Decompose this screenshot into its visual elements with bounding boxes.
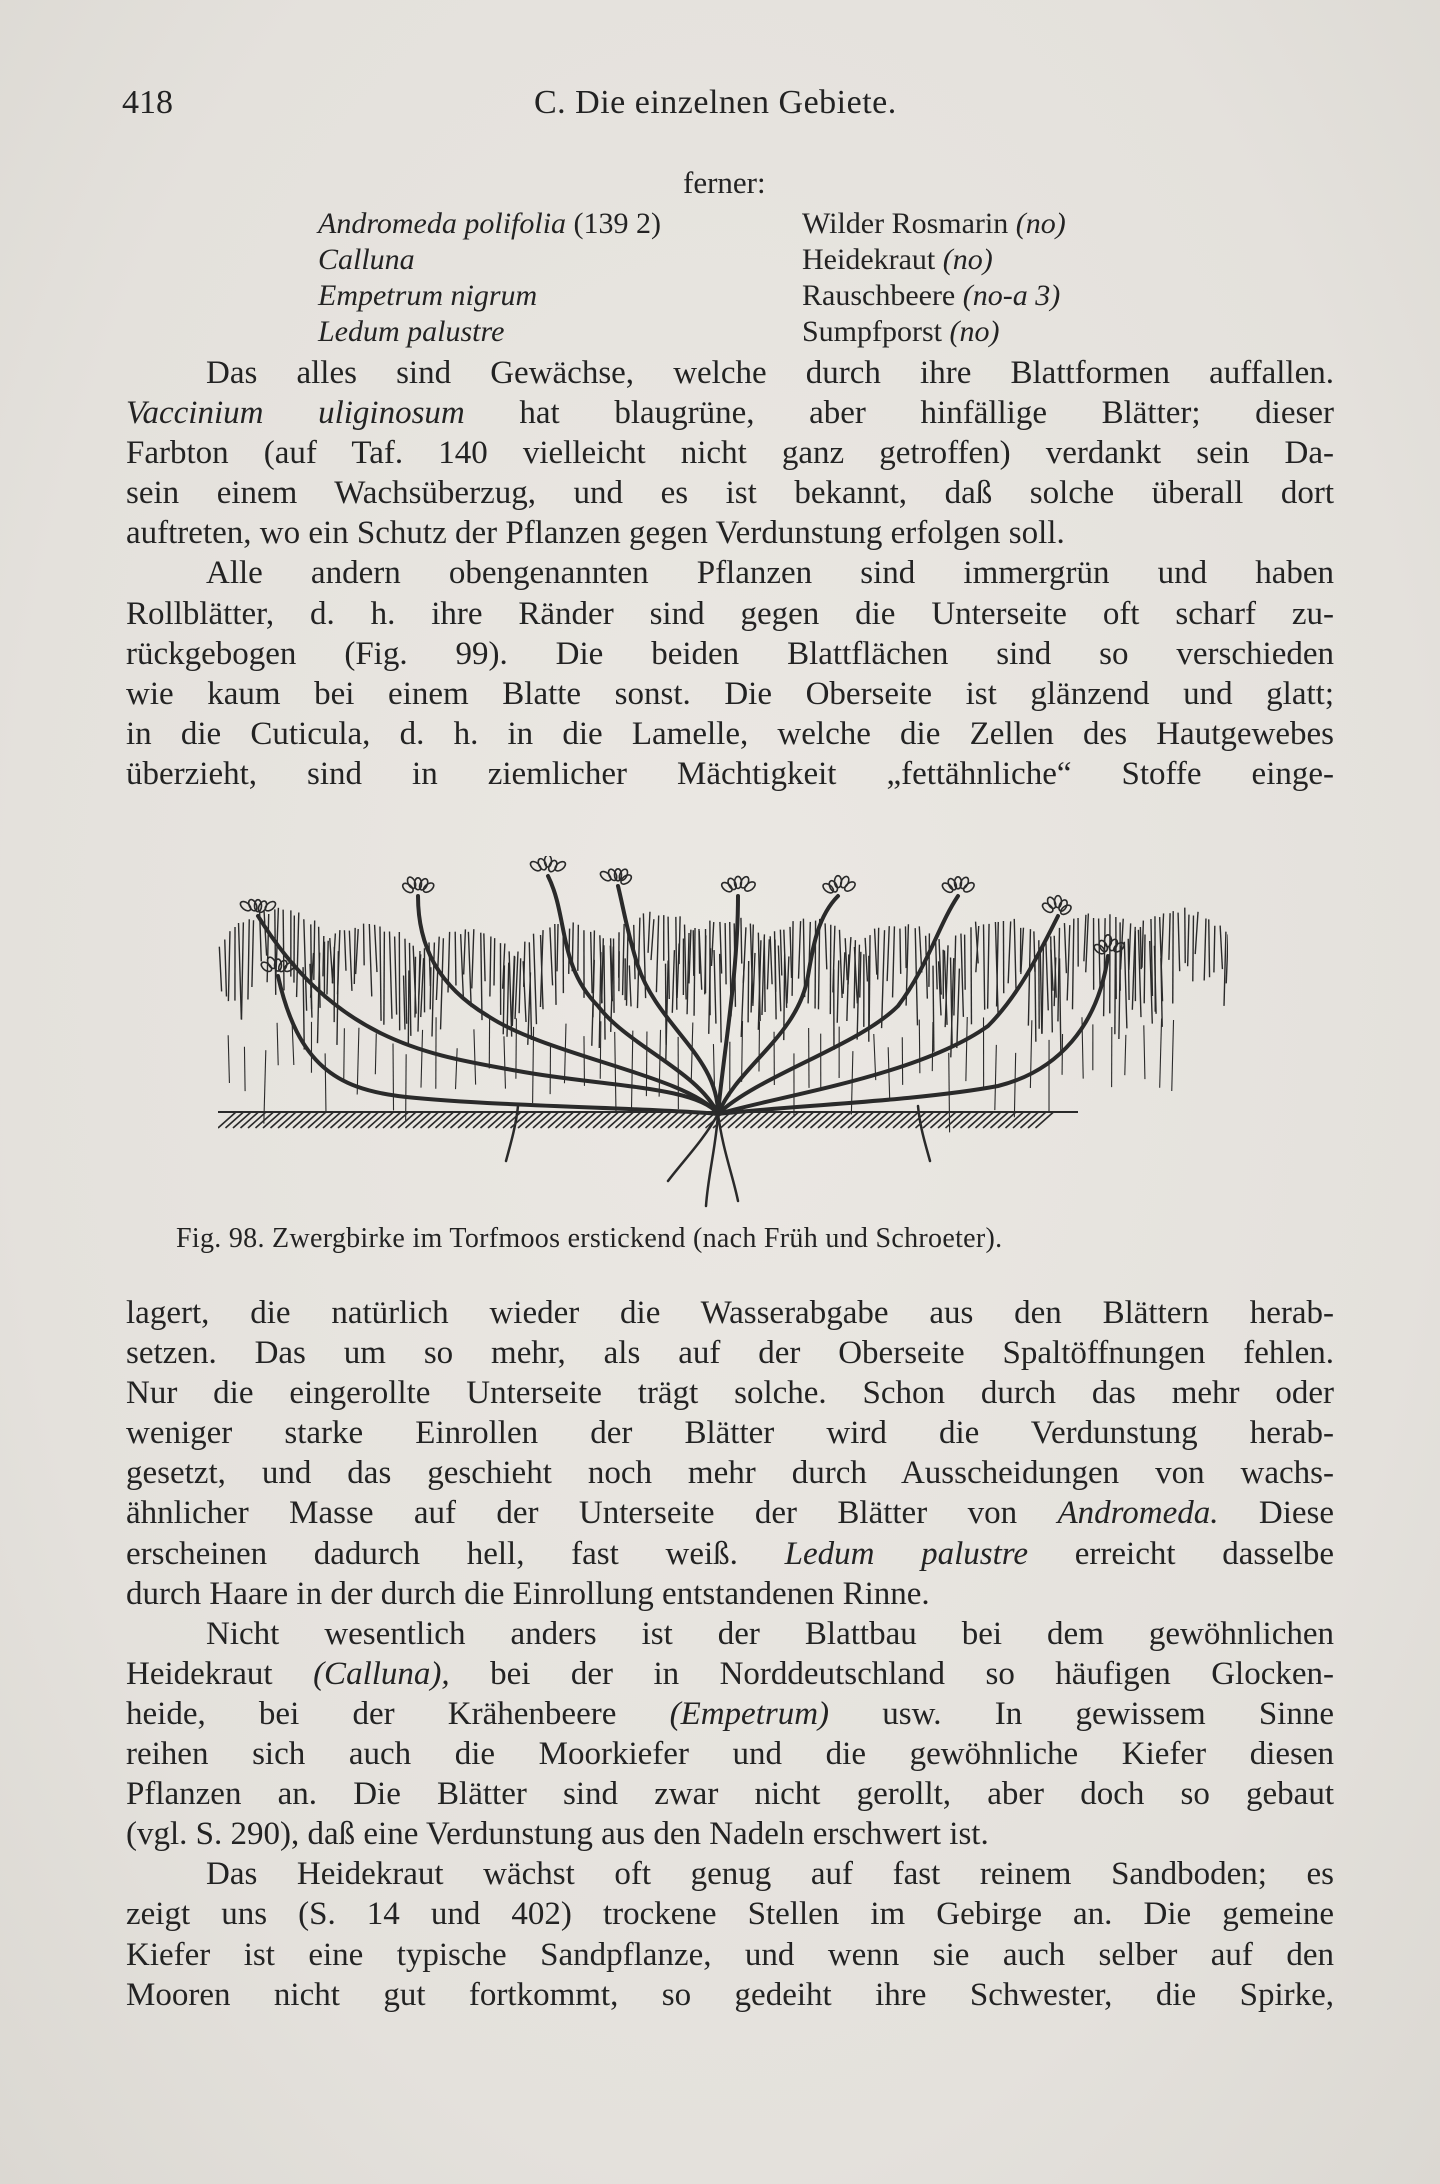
moss-strand [687, 933, 689, 1014]
moss-strand [1084, 915, 1086, 961]
text-line: gesetzt, und das geschieht noch mehr durch Ausscheidungen von wachs- [126, 1455, 1334, 1492]
plant-latin-name: Andromeda polifolia [318, 207, 567, 240]
dwarf-birch-illustration [218, 856, 1228, 1216]
moss-strand [1169, 913, 1170, 960]
moss-strand [845, 938, 847, 980]
moss-strand [494, 938, 495, 985]
moss-strand [1144, 935, 1145, 1004]
moss-strand [965, 935, 966, 990]
plant-reference: (139 2) [573, 207, 662, 240]
birch-leaf [1112, 941, 1126, 954]
moss-strand [509, 951, 512, 1036]
plant-row [318, 314, 1178, 350]
moss-strand [602, 938, 604, 1003]
figure-dwarf-birch [218, 856, 1228, 1216]
moss-strand [228, 1035, 229, 1083]
moss-strand [1060, 958, 1061, 1051]
body-text-bottom [126, 1293, 1334, 2015]
moss-strand [404, 975, 405, 1029]
moss-strand [887, 926, 889, 981]
moss-strand [905, 926, 906, 968]
moss-strand [741, 918, 742, 964]
plant-common-name: Sumpfporst [802, 315, 943, 348]
birch-leaf [529, 860, 543, 873]
birch-leaf [422, 881, 436, 894]
moss-strand [1188, 915, 1189, 967]
italic-species: Vaccinium uliginosum [126, 395, 465, 432]
moss-strand [843, 952, 845, 994]
text-line: Nicht wesentlich anders ist der Blattbau bei dem gewöhnlichen [206, 1615, 1334, 1652]
moss-strand [1172, 1020, 1174, 1091]
text-line: erscheinen dadurch hell, fast weiß. Ledum palustre erreicht dasselbe [126, 1535, 1334, 1572]
moss-strand [408, 970, 409, 1046]
moss-strand [753, 953, 755, 1006]
moss-strand [668, 917, 669, 999]
moss-strand [984, 924, 985, 1009]
moss-strand [1119, 946, 1121, 1039]
moss-strand [1072, 919, 1073, 1010]
moss-strand [626, 928, 628, 1005]
moss-strand [275, 909, 276, 995]
moss-strand [1014, 919, 1016, 994]
italic-species: Andromeda. [1057, 1495, 1219, 1532]
plant-row [318, 278, 1178, 314]
moss-strand [481, 933, 482, 1020]
moss-strand [1209, 919, 1210, 977]
text-line: Mooren nicht gut fortkommt, so gedeiht ihre Schwester, die Spirke, [126, 1976, 1334, 2013]
body-text-top [126, 353, 1334, 794]
moss-strand [323, 936, 324, 976]
moss-strand [699, 929, 700, 974]
moss-strand [614, 938, 615, 1012]
birch-leaf [821, 882, 835, 895]
plant-latin-name: Empetrum nigrum [318, 279, 538, 312]
moss-strand [995, 1045, 997, 1110]
moss-strand [792, 921, 793, 996]
text-line: wie kaum bei einem Blatte sonst. Die Oberseite ist glänzend und glatt; [126, 675, 1334, 712]
moss-strand [1193, 915, 1194, 981]
moss-strand [893, 926, 895, 997]
moss-strand [1035, 955, 1036, 1041]
birch-leaf [726, 877, 738, 891]
plant-common-name: Wilder Rosmarin [802, 207, 1009, 240]
list-intro: ferner: [683, 165, 766, 200]
moss-strand [228, 931, 230, 1001]
moss-strand [865, 938, 867, 982]
moss-strand [615, 1032, 616, 1111]
text-line: durch Haare in der durch die Einrollung entstandenen Rinne. [126, 1575, 930, 1612]
moss-strand [714, 950, 716, 1024]
moss-strand [936, 941, 938, 989]
moss-strand [344, 930, 346, 971]
birch-leaf [277, 959, 289, 973]
moss-strand [356, 929, 359, 974]
moss-strand [248, 919, 249, 999]
moss-strand [860, 952, 861, 998]
text-line: zeigt uns (S. 14 und 402) trockene Stellen im Gebirge an. Die gemeine [126, 1896, 1334, 1933]
moss-strand [369, 924, 371, 996]
moss-strand [455, 932, 456, 986]
moss-strand [646, 1032, 647, 1097]
moss-strand [1160, 1019, 1162, 1088]
moss-strand [961, 934, 963, 1017]
moss-strand [421, 958, 424, 1017]
birch-leaf [720, 881, 734, 894]
birch-leaf [599, 870, 613, 883]
moss-strand [1046, 941, 1048, 1010]
moss-strand [344, 1028, 345, 1080]
moss-strand [926, 936, 928, 999]
moss-strand [472, 929, 474, 988]
moss-strand [770, 936, 772, 984]
moss-strand [1204, 918, 1206, 980]
moss-strand [1214, 926, 1215, 973]
moss-strand [490, 936, 491, 996]
moss-strand [410, 943, 411, 1036]
moss-strand [837, 960, 838, 1022]
moss-strand [441, 938, 444, 1029]
moss-strand [464, 929, 466, 974]
moss-strand [1161, 913, 1163, 969]
moss-strand [461, 934, 464, 997]
moss-strand [1224, 932, 1226, 1006]
text-line: Kiefer ist eine typische Sandpflanze, und wenn sie auch selber auf den [126, 1936, 1334, 1973]
moss-strand [957, 969, 960, 1049]
moss-strand [1195, 912, 1198, 954]
moss-strand [623, 924, 625, 995]
moss-strand [314, 921, 315, 980]
moss-strand [672, 950, 674, 1013]
page-number: 418 [122, 84, 173, 121]
plant-code: (no-a 3) [962, 279, 1061, 312]
birch-leaf [743, 880, 757, 893]
birch-leaf [257, 900, 269, 914]
moss-strand [239, 923, 242, 1019]
moss-strand [550, 927, 553, 985]
figure-caption: Fig. 98. Zwergbirke im Torfmoos erstickend (nach Früh und Schroeter). [176, 1223, 1003, 1254]
moss-strand [1128, 939, 1129, 1000]
plant-code: (no) [1015, 207, 1066, 240]
text-line: (vgl. S. 290), daß eine Verdunstung aus den Nadeln erschwert ist. [126, 1816, 989, 1853]
text-line: in die Cuticula, d. h. in die Lamelle, welche die Zellen des Hautgewebes [126, 715, 1334, 752]
moss-strand [825, 923, 827, 969]
moss-strand [504, 1036, 506, 1088]
moss-strand [354, 928, 355, 984]
moss-strand [393, 1043, 394, 1110]
moss-strand [1008, 921, 1010, 983]
moss-strand [651, 919, 654, 960]
moss-strand [659, 1030, 660, 1097]
moss-strand [327, 941, 328, 995]
text-line: Nur die eingerollte Unterseite trägt solche. Schon durch das mehr oder [126, 1375, 1334, 1412]
moss-strand [1124, 942, 1127, 1029]
plant-latin-name: Ledum palustre [318, 315, 505, 348]
plant-code: (no) [949, 315, 1000, 348]
moss-strand [264, 911, 267, 956]
moss-strand [292, 1025, 294, 1065]
moss-strand [534, 934, 537, 1024]
text-line: weniger starke Einrollen der Blätter wird die Verdunstung herab- [126, 1415, 1334, 1452]
moss-strand [600, 1021, 601, 1079]
birch-leaf [962, 881, 976, 894]
moss-strand [1144, 1025, 1145, 1079]
moss-strand [764, 937, 765, 1012]
moss-strand [878, 928, 879, 980]
moss-strand [1125, 1035, 1126, 1075]
moss-strand [711, 922, 713, 966]
moss-strand [1115, 948, 1116, 1034]
moss-strand [1226, 934, 1228, 983]
moss-strand [375, 1033, 376, 1074]
moss-strand [882, 930, 885, 1028]
moss-strand [693, 930, 694, 976]
moss-strand [375, 925, 377, 972]
moss-strand [799, 921, 801, 979]
moss-strand [297, 912, 299, 997]
moss-strand [932, 1022, 933, 1071]
moss-strand [468, 932, 471, 1007]
moss-strand [775, 931, 777, 1019]
text-line: Das alles sind Gewächse, welche durch ihre Blattformen auffallen. [206, 355, 1334, 391]
moss-strand [767, 939, 769, 989]
moss-strand [225, 939, 227, 996]
moss-strand [591, 932, 592, 993]
moss-strand [325, 1053, 326, 1111]
moss-strand [349, 931, 352, 991]
plant-list [318, 206, 1178, 350]
running-head: C. Die einzelnen Gebiete. [534, 84, 897, 121]
text-line: reihen sich auch die Moorkiefer und die gewöhnliche Kiefer diesen [126, 1736, 1334, 1773]
plant-latin-name: Calluna [318, 243, 415, 276]
moss-strand [875, 929, 877, 975]
moss-strand [1058, 928, 1060, 1022]
text-line: setzen. Das um so mehr, als auf der Oberseite Spaltöffnungen fehlen. [126, 1335, 1334, 1372]
moss-strand [857, 945, 859, 1040]
moss-strand [900, 929, 901, 974]
birch-leaf [828, 879, 840, 893]
moss-strand [519, 958, 521, 1013]
page-header [122, 84, 1332, 128]
text-line: Farbton (auf Taf. 140 vielleicht nicht ganz getroffen) verdankt sein Da- [126, 435, 1334, 472]
text-line: Heidekraut (Calluna), bei der in Norddeutschland so häufigen Glocken- [126, 1655, 1334, 1692]
moss-strand [988, 924, 989, 1009]
text-line: lagert, die natürlich wieder die Wasserabgabe aus den Blättern herab- [126, 1295, 1334, 1331]
moss-strand [790, 927, 792, 978]
birch-leaf [260, 960, 274, 973]
moss-strand [395, 936, 397, 1014]
moss-strand [780, 930, 781, 976]
moss-strand [677, 943, 679, 998]
moss-strand [1028, 929, 1030, 1025]
text-line: sein einem Wachsüberzug, und es ist bekannt, daß solche überall dort [126, 475, 1334, 512]
text-line: überzieht, sind in ziemlicher Mächtigkeit „fettähnliche“ Stoffe einge- [126, 755, 1334, 792]
moss-strand [241, 922, 243, 1019]
moss-strand [725, 923, 726, 984]
plant-row [318, 242, 1178, 278]
birch-leaf [537, 857, 549, 871]
moss-strand [484, 933, 485, 981]
italic-species: Ledum palustre [784, 1535, 1029, 1572]
moss-strand [303, 967, 304, 1049]
moss-strand [1220, 926, 1222, 970]
moss-strand [778, 945, 780, 1011]
moss-strand [1140, 927, 1141, 969]
moss-strand [364, 924, 365, 966]
moss-strand [421, 1030, 423, 1088]
moss-strand [389, 932, 391, 1019]
text-line: auftreten, wo ein Schutz der Pflanzen gegen Verdunstung erfolgen soll. [126, 515, 1065, 552]
moss-strand [515, 952, 518, 1020]
text-line: Rollblätter, d. h. ihre Ränder sind gegen die Unterseite oft scharf zu- [126, 595, 1334, 632]
plant-common-name: Rauschbeere [802, 279, 956, 312]
moss-strand [244, 1047, 245, 1091]
moss-strand [578, 925, 579, 971]
moss-strand [748, 961, 749, 1022]
moss-strand [847, 954, 849, 1021]
moss-strand [456, 1048, 458, 1089]
text-line: rückgebogen (Fig. 99). Die beiden Blattflächen sind so verschieden [126, 635, 1334, 672]
moss-strand [1051, 936, 1053, 1032]
text-line: Alle andern obengenannten Pflanzen sind immergrün und haben [206, 555, 1334, 592]
plant-common-name: Heidekraut [802, 243, 936, 276]
moss-strand [557, 924, 558, 971]
text-line: Das Heidekraut wächst oft genug auf fast reinem Sandboden; es [206, 1856, 1334, 1893]
moss-strand [1030, 1020, 1031, 1088]
moss-strand [564, 1024, 566, 1084]
moss-strand [685, 925, 687, 1000]
moss-strand [405, 939, 407, 1024]
moss-strand [474, 1029, 476, 1084]
moss-strand [1142, 921, 1143, 968]
moss-strand [966, 1017, 967, 1081]
moss-strand [1042, 946, 1043, 1034]
moss-strand [629, 965, 631, 1006]
moss-strand [869, 935, 870, 1030]
text-line: Vaccinium uliginosum hat blaugrüne, aber hinfällige Blätter; dieser [126, 395, 1334, 432]
moss-strand [648, 912, 650, 953]
text-line: Pflanzen an. Die Blätter sind zwar nicht gerollt, aber doch so gebaut [126, 1776, 1334, 1813]
moss-strand [252, 920, 254, 987]
birch-leaf [843, 880, 857, 893]
moss-strand [1014, 1053, 1015, 1117]
moss-strand [357, 1028, 359, 1095]
plant-row [318, 206, 1178, 242]
birch-leaf [553, 860, 567, 873]
moss-strand [656, 916, 658, 993]
moss-strand [604, 945, 605, 1039]
moss-strand [1178, 913, 1180, 972]
moss-strand [1099, 919, 1101, 994]
moss-strand [954, 935, 956, 1015]
moss-strand [277, 1023, 278, 1065]
moss-strand [555, 924, 556, 1005]
moss-strand [384, 932, 385, 1025]
moss-strand [1064, 923, 1066, 973]
plant-code: (no) [942, 243, 993, 276]
text-line: heide, bei der Krähenbeere (Empetrum) usw. In gewissem Sinne [126, 1695, 1334, 1732]
moss-strand [1121, 919, 1124, 970]
moss-strand [919, 1020, 920, 1074]
italic-species: (Calluna), [313, 1655, 450, 1692]
moss-strand [304, 919, 307, 1011]
moss-strand [1067, 925, 1070, 1000]
moss-strand [839, 930, 842, 998]
moss-strand [787, 956, 789, 1003]
italic-species: (Empetrum) [669, 1695, 830, 1732]
text-line: ähnlicher Masse auf der Unterseite der Blätter von Andromeda. Diese [126, 1495, 1335, 1532]
birch-root [706, 1114, 718, 1206]
moss-strand [219, 947, 221, 992]
moss-strand [380, 927, 381, 1021]
birch-leaf [239, 900, 253, 913]
